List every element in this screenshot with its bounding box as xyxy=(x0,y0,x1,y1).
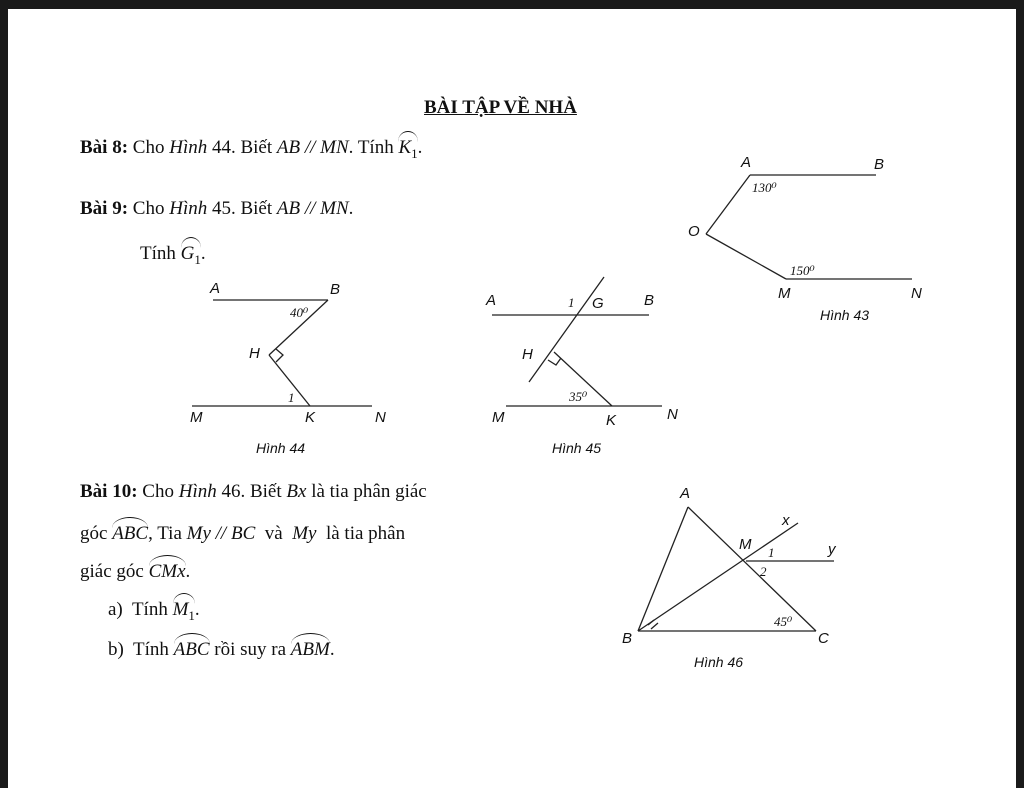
fig45-label-g: G xyxy=(592,295,604,312)
fig46-label-a: A xyxy=(680,485,691,502)
exercise-9-label: Bài 9: xyxy=(80,198,129,219)
fig44-label-h: H xyxy=(249,345,260,362)
fig43-label-n: N xyxy=(911,285,922,302)
exercise-10-bx: Bx xyxy=(286,481,307,502)
fig43-segment-ao xyxy=(706,175,750,234)
fig46-label-c: C xyxy=(818,630,829,647)
worksheet-page xyxy=(8,9,1016,788)
fig46-angle-2: 2 xyxy=(760,564,767,579)
part-b-text: Tính xyxy=(133,639,169,660)
part-b-text: rồi suy ra xyxy=(214,639,287,660)
part-b-end: . xyxy=(329,639,335,660)
exercise-10-text: là tia phân giác xyxy=(311,481,427,502)
fig46-label-m: M xyxy=(739,536,752,553)
exercise-9-tinh: Tính xyxy=(140,243,176,264)
figure-43 xyxy=(688,154,922,323)
fig45-label-m: M xyxy=(492,409,505,426)
exercise-10-text: góc xyxy=(80,523,108,544)
fig45-transversal xyxy=(529,277,604,382)
figure-46 xyxy=(622,485,837,670)
figures-layer xyxy=(8,9,1016,788)
exercise-8-hinh: Hình xyxy=(169,137,208,158)
angle-m1: $M_1$ xyxy=(173,595,195,627)
exercise-10-text: . xyxy=(185,561,191,582)
exercise-8-angle: $K_1$ xyxy=(398,133,417,165)
exercise-10-text: , Tia xyxy=(148,523,182,544)
fig44-label-b: B xyxy=(330,281,341,298)
fig46-side-ab xyxy=(638,507,688,631)
fig46-label-y: y xyxy=(828,541,836,558)
fig45-label-n: N xyxy=(667,406,678,423)
exercise-8-parallel: AB // MN xyxy=(276,137,349,158)
part-a-text: Tính xyxy=(131,599,168,620)
fig45-label-h: H xyxy=(522,346,533,363)
exercise-10-text: giác góc xyxy=(80,561,144,582)
fig44-label-n: N xyxy=(375,409,386,426)
fig46-angle-c: 45⁰ xyxy=(774,614,793,629)
fig43-label-a: A xyxy=(741,154,752,171)
fig44-label-k: K xyxy=(305,409,316,426)
fig45-caption: Hình 45 xyxy=(552,440,602,456)
figure-45 xyxy=(485,277,678,456)
fig46-bisector-mark xyxy=(648,620,658,629)
fig44-angle-1: 1 xyxy=(288,390,295,405)
fig45-label-k: K xyxy=(606,412,617,429)
exercise-8-end: . xyxy=(417,137,423,158)
exercise-9-text-1: Cho xyxy=(132,198,165,219)
fig43-label-m: M xyxy=(778,285,791,302)
fig45-label-b: B xyxy=(644,292,655,309)
fig45-angle-1: 1 xyxy=(568,295,575,310)
fig43-label-o: O xyxy=(688,223,700,240)
angle-abc: ABC xyxy=(112,519,148,545)
fig46-label-x: x xyxy=(782,512,790,529)
exercise-9-parallel: AB // MN xyxy=(276,198,349,219)
fig44-right-angle-mark xyxy=(276,349,283,362)
fig45-angle-k: 35⁰ xyxy=(569,389,588,404)
fig43-caption: Hình 43 xyxy=(820,307,870,323)
exercise-8-label: Bài 8: xyxy=(80,137,129,158)
exercise-8-text-3: . Tính xyxy=(348,137,394,158)
exercise-8-text-1: Cho xyxy=(132,137,165,158)
exercise-9-text-2: 45. Biết xyxy=(211,198,273,219)
exercise-10-text: 46. Biết xyxy=(221,481,282,502)
fig46-angle-1: 1 xyxy=(768,545,775,560)
fig46-caption: Hình 46 xyxy=(694,654,744,670)
page-title: BÀI TẬP VỀ NHÀ xyxy=(424,97,577,118)
exercise-9-end-2: . xyxy=(200,243,206,264)
fig45-label-a: A xyxy=(486,292,497,309)
exercise-9-end-1: . xyxy=(348,198,354,219)
angle-abc-b: ABC xyxy=(174,635,210,661)
fig44-label-a: A xyxy=(210,280,221,297)
fig43-angle-m: 150⁰ xyxy=(790,263,815,278)
fig45-right-angle-mark xyxy=(548,358,561,365)
exercise-10-text: là tia phân xyxy=(325,523,406,544)
exercise-10-hinh: Hình xyxy=(178,481,217,502)
exercise-10-my: My xyxy=(292,523,317,544)
fig46-side-ac xyxy=(688,507,816,631)
angle-cmx: CMx xyxy=(149,557,186,583)
exercise-10-text: và xyxy=(264,523,283,544)
angle-abm: ABM xyxy=(291,635,330,661)
fig46-label-b: B xyxy=(622,630,633,647)
exercise-9-hinh: Hình xyxy=(169,198,208,219)
fig43-label-b: B xyxy=(874,156,885,173)
exercise-10-text: Cho xyxy=(142,481,174,502)
exercise-8-text-2: 44. Biết xyxy=(211,137,273,158)
fig44-angle-b: 40⁰ xyxy=(290,305,309,320)
part-b-label: b) xyxy=(108,639,124,660)
exercise-10-label: Bài 10: xyxy=(80,481,138,502)
fig44-label-m: M xyxy=(190,409,203,426)
part-a-end: . xyxy=(194,599,200,620)
fig44-caption: Hình 44 xyxy=(256,440,306,456)
fig43-segment-om xyxy=(706,234,786,279)
part-a-label: a) xyxy=(108,599,123,620)
exercise-9-angle: $G_1$ xyxy=(181,239,201,271)
fig43-angle-a: 130⁰ xyxy=(752,180,777,195)
figure-44 xyxy=(190,280,386,456)
exercise-10-parallel: My // BC xyxy=(186,523,256,544)
